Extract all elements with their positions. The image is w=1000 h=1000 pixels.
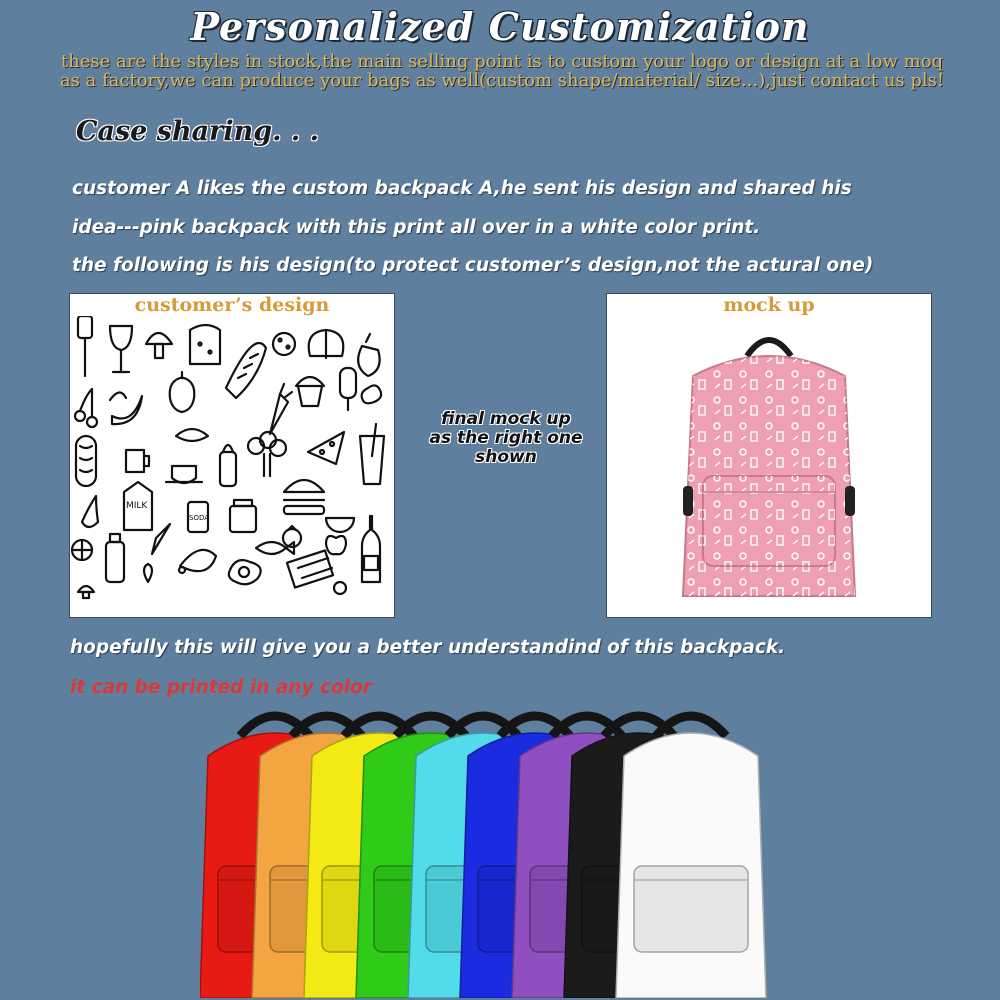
page-title: Personalized Customization — [190, 4, 810, 49]
wine-glass-doodle — [110, 326, 132, 372]
case-line-2: idea---pink backpack with this print all over in a white color print. — [72, 216, 761, 238]
cookie-doodle — [273, 333, 295, 355]
svg-text:SODA: SODA — [189, 514, 210, 522]
mockup-label: mock up — [723, 294, 815, 316]
lettuce-doodle — [309, 330, 344, 358]
carrot-doodle — [270, 384, 292, 434]
watermelon-doodle — [326, 518, 354, 532]
peanut-doodle — [362, 385, 382, 403]
knife-doodle — [152, 524, 170, 554]
pepper-doodle — [170, 372, 195, 412]
soda-can-doodle — [188, 502, 209, 532]
water-bottle-doodle — [106, 534, 124, 582]
small-apple-doodle — [334, 582, 346, 594]
mockup-caption-line-3: shown — [475, 447, 537, 467]
fish-doodle — [256, 542, 294, 554]
doodle-illustration — [70, 316, 394, 616]
customer-design-panel — [69, 293, 395, 618]
milk-carton-doodle — [124, 482, 152, 530]
juice-glass-doodle — [360, 424, 384, 484]
cupcake-doodle — [296, 377, 324, 406]
any-color-text: it can be printed in any color — [70, 677, 372, 698]
mug-doodle — [126, 450, 149, 472]
lemon-doodle — [72, 540, 92, 560]
pear-doodle — [82, 496, 98, 527]
color-backpacks-lineup — [200, 708, 820, 998]
bread-doodle — [190, 325, 220, 364]
burger-doodle — [284, 480, 324, 514]
backpack-9 — [616, 716, 766, 998]
pizza-doodle — [308, 432, 344, 464]
popsicle-doodle — [340, 368, 356, 410]
intro-line-1: these are the styles in stock,the main selling point is to custom your logo or design at a low moq — [60, 51, 944, 72]
banana-doodle — [110, 392, 142, 424]
mushroom-doodle — [146, 333, 172, 358]
mockup-caption-line-2: as the right one — [429, 428, 583, 448]
jar-doodle — [230, 500, 256, 532]
mockup-caption-line-1: final mock up — [441, 409, 571, 429]
small-mushroom-doodle — [78, 586, 94, 598]
apple-doodle — [326, 536, 346, 554]
hotdog-doodle — [76, 436, 96, 486]
broccoli-doodle — [248, 432, 286, 476]
mockup-panel — [606, 293, 932, 618]
spatula-doodle — [78, 316, 92, 376]
pink-backpack-image — [607, 316, 931, 616]
egg-doodle — [229, 560, 261, 584]
strawberry-doodle — [144, 564, 152, 582]
cherry-doodle — [75, 389, 97, 427]
case-line-3: the following is his design(to protect customer’s design,not the actural one) — [72, 255, 874, 276]
baby-bottle-doodle — [220, 445, 236, 486]
understanding-text: hopefully this will give you a better understandind of this backpack. — [70, 637, 786, 658]
wine-bottle-doodle — [362, 516, 380, 582]
croissant-doodle — [176, 429, 208, 441]
case-story — [72, 170, 972, 286]
chocolate-bar-doodle — [287, 550, 333, 587]
case-sharing-heading: Case sharing. . . — [76, 116, 320, 147]
eggplant-doodle — [358, 334, 379, 376]
intro-text — [6, 52, 998, 90]
baguette-doodle — [226, 343, 266, 398]
chicken-leg-doodle — [179, 550, 216, 573]
case-line-1: customer A likes the custom backpack A,he sent his design and shared his — [72, 178, 852, 199]
coffee-cup-doodle — [166, 466, 202, 483]
mockup-caption — [400, 410, 612, 467]
customer-design-label: customer’s design — [134, 294, 330, 316]
svg-text:MILK: MILK — [126, 501, 148, 511]
intro-line-2: as a factory,we can produce your bags as well(custom shape/material/ size...),just contact us pls! — [59, 70, 945, 91]
